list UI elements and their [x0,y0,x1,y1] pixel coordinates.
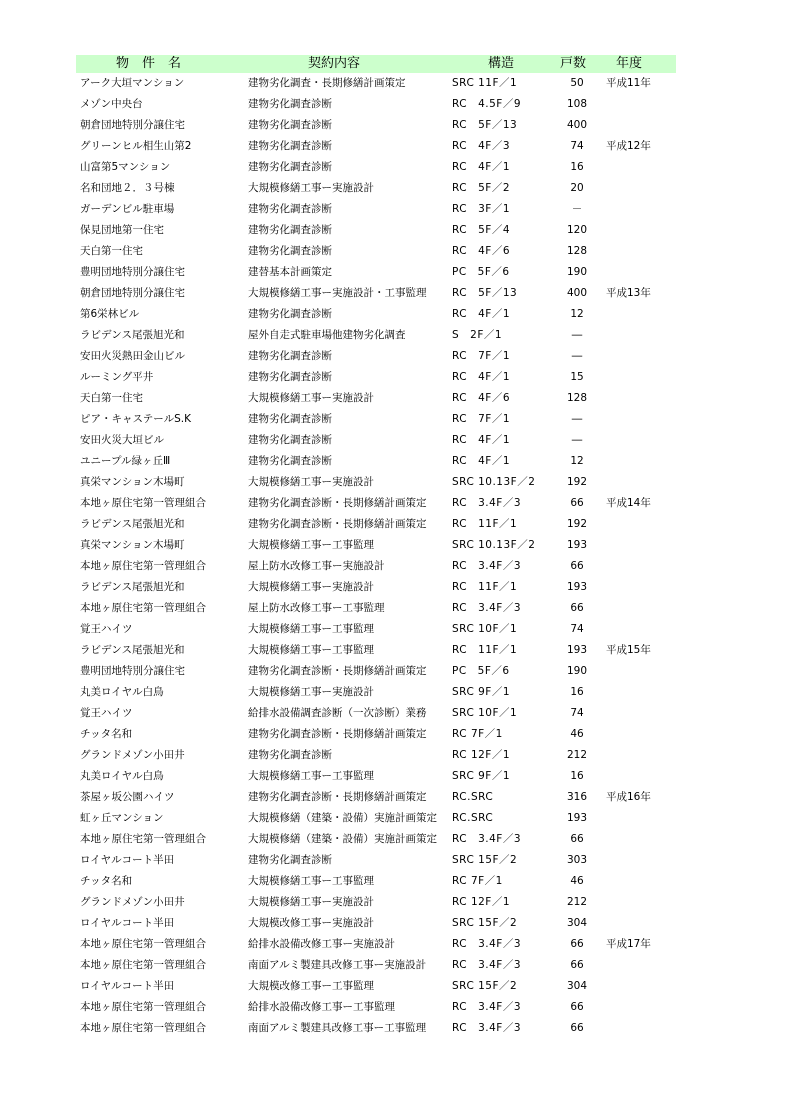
cell-units: 316 [566,791,588,803]
table-row [76,556,676,577]
cell-year: 平成14年 [606,497,651,509]
cell-contract: 建物劣化調査診断 [248,854,332,866]
cell-name: 山富第5マンション [80,161,171,173]
cell-structure: RC 3.4F／3 [452,1022,522,1034]
cell-contract: 大規模修繕工事ー実施設計 [248,182,374,194]
cell-structure: SRC 10F／1 [452,623,518,635]
cell-name: ルーミング平井 [80,371,154,383]
cell-contract: 大規模修繕（建築・設備）実施計画策定 [248,833,437,845]
cell-year: 平成16年 [606,791,651,803]
cell-name: 本地ヶ原住宅第一管理組合 [80,560,206,572]
cell-year: 平成13年 [606,287,651,299]
cell-units: ― [571,350,583,362]
cell-structure: PC 5F／6 [452,665,510,677]
cell-contract: 建物劣化調査診断 [248,140,332,152]
cell-structure: RC 5F／2 [452,182,511,194]
table-row [76,787,676,808]
cell-structure: RC.SRC [452,791,494,803]
cell-units: 193 [566,812,588,824]
cell-units: 66 [570,497,584,509]
cell-units: 193 [566,581,588,593]
cell-name: チッタ名和 [80,728,133,740]
cell-contract: 南面アルミ製建具改修工事ー実施設計 [248,959,427,971]
table-row [76,136,676,157]
cell-units: 303 [566,854,588,866]
cell-name: グリーンヒル相生山第2 [80,140,192,152]
cell-contract: 建物劣化調査診断 [248,749,332,761]
cell-contract: 建物劣化調査診断・長期修繕計画策定 [248,728,427,740]
table-row [76,724,676,745]
table-row [76,283,676,304]
cell-units: 128 [566,392,588,404]
cell-contract: 給排水設備改修工事ー工事監理 [248,1001,395,1013]
cell-name: 名和団地２．３号棟 [80,182,175,194]
cell-units: 66 [570,938,584,950]
cell-name: ロイヤルコート半田 [80,980,175,992]
cell-name: ラビデンス尾張旭光和 [80,581,185,593]
cell-units: 15 [570,371,584,383]
header-units: 戸数 [560,56,587,71]
table-row [76,304,676,325]
cell-structure: RC 3.4F／3 [452,959,522,971]
table-row [76,514,676,535]
cell-name: 第6栄林ビル [80,308,140,320]
table-row [76,367,676,388]
cell-units: 190 [566,266,588,278]
cell-contract: 大規模修繕工事ー工事監理 [248,770,374,782]
cell-name: 虹ヶ丘マンション [80,812,164,824]
cell-contract: 大規模修繕工事ー実施設計 [248,392,374,404]
cell-year: 平成17年 [606,938,651,950]
cell-structure: SRC 10.13F／2 [452,539,536,551]
table-row [76,913,676,934]
cell-units: 16 [570,770,584,782]
cell-contract: 建物劣化調査診断 [248,161,332,173]
cell-name: ロイヤルコート半田 [80,854,175,866]
cell-name: グランドメゾン小田井 [80,749,185,761]
cell-structure: RC 5F／13 [452,119,518,131]
cell-contract: 大規模修繕工事ー実施設計 [248,581,374,593]
table-row [76,409,676,430]
cell-structure: RC 3.4F／3 [452,938,522,950]
cell-contract: 建物劣化調査診断 [248,434,332,446]
table-row [76,115,676,136]
table-row [76,451,676,472]
cell-units: 193 [566,644,588,656]
cell-name: 真栄マンション木場町 [80,476,185,488]
cell-contract: 建物劣化調査診断・長期修繕計画策定 [248,497,427,509]
cell-structure: S 2F／1 [452,329,503,341]
cell-structure: RC 3.4F／3 [452,497,522,509]
cell-units: 108 [566,98,588,110]
cell-contract: 建物劣化調査診断・長期修繕計画策定 [248,791,427,803]
cell-name: 本地ヶ原住宅第一管理組合 [80,1022,206,1034]
cell-structure: SRC 10F／1 [452,707,518,719]
table-row [76,745,676,766]
cell-name: ラビデンス尾張旭光和 [80,329,185,341]
cell-contract: 屋上防水改修工事ー実施設計 [248,560,385,572]
cell-units: 400 [566,287,588,299]
cell-contract: 大規模改修工事ー工事監理 [248,980,374,992]
cell-structure: SRC 15F／2 [452,917,518,929]
table-row [76,850,676,871]
cell-structure: RC 11F／1 [452,518,518,530]
cell-units: 74 [570,623,584,635]
cell-contract: 大規模改修工事ー実施設計 [248,917,374,929]
cell-year: 平成11年 [606,77,651,89]
cell-structure: RC 4F／1 [452,455,511,467]
cell-units: 193 [566,539,588,551]
header-year: 年度 [616,56,643,71]
cell-structure: RC 7F／1 [452,350,511,362]
header-structure: 構造 [488,56,515,71]
cell-structure: RC 4F／1 [452,434,511,446]
cell-units: ― [571,329,583,341]
table-row [76,535,676,556]
cell-units: 212 [566,896,588,908]
cell-name: ラビデンス尾張旭光和 [80,518,185,530]
cell-structure: RC 3.4F／3 [452,560,522,572]
cell-units: 12 [570,455,584,467]
table-row [76,157,676,178]
cell-units: 66 [570,560,584,572]
cell-structure: RC 3F／1 [452,203,511,215]
cell-contract: 大規模修繕工事ー実施設計 [248,686,374,698]
cell-structure: RC 4F／1 [452,161,511,173]
cell-structure: SRC 9F／1 [452,686,511,698]
table-row [76,94,676,115]
cell-name: 天白第一住宅 [80,392,143,404]
cell-structure: RC 11F／1 [452,581,518,593]
cell-name: 本地ヶ原住宅第一管理組合 [80,959,206,971]
cell-units: 192 [566,518,588,530]
cell-name: 覚王ハイツ [80,623,133,635]
cell-structure: SRC 15F／2 [452,854,518,866]
cell-name: 本地ヶ原住宅第一管理組合 [80,602,206,614]
table-row [76,997,676,1018]
cell-structure: RC 5F／4 [452,224,511,236]
cell-structure: RC 12F／1 [452,749,511,761]
cell-structure: RC 4F／1 [452,371,511,383]
cell-units: 66 [570,1022,584,1034]
cell-units: 50 [570,77,584,89]
cell-units: ― [571,413,583,425]
table-row [76,199,676,220]
cell-contract: 建替基本計画策定 [248,266,332,278]
table-row [76,661,676,682]
cell-units: 16 [570,686,584,698]
cell-contract: 大規模修繕工事ー工事監理 [248,644,374,656]
cell-contract: 建物劣化調査診断 [248,203,332,215]
cell-units: 66 [570,959,584,971]
table-row [76,955,676,976]
cell-name: ピア・キャステールS.K [80,413,191,425]
cell-structure: RC 11F／1 [452,644,518,656]
cell-structure: RC 5F／13 [452,287,518,299]
cell-structure: RC 4F／6 [452,392,511,404]
table-row [76,598,676,619]
cell-units: 66 [570,602,584,614]
cell-name: グランドメゾン小田井 [80,896,185,908]
table-row [76,262,676,283]
cell-name: 朝倉団地特別分譲住宅 [80,119,185,131]
cell-structure: RC 7F／1 [452,728,503,740]
cell-units: 192 [566,476,588,488]
table-row [76,577,676,598]
table-row [76,388,676,409]
cell-units: 120 [566,224,588,236]
table-row [76,619,676,640]
cell-units: 400 [566,119,588,131]
cell-structure: RC 4F／3 [452,140,511,152]
cell-structure: RC 4.5F／9 [452,98,522,110]
cell-units: 66 [570,1001,584,1013]
cell-units: 74 [570,140,584,152]
table-row [76,703,676,724]
project-table [76,55,676,1039]
table-row [76,640,676,661]
table-row [76,871,676,892]
cell-contract: 建物劣化調査診断 [248,350,332,362]
cell-contract: 建物劣化調査診断 [248,98,332,110]
cell-units: 304 [566,917,588,929]
table-row [76,241,676,262]
cell-name: チッタ名和 [80,875,133,887]
cell-contract: 南面アルミ製建具改修工事ー工事監理 [248,1022,427,1034]
cell-name: 安田火災熱田金山ビル [80,350,185,362]
cell-contract: 建物劣化調査診断 [248,308,332,320]
cell-name: 豊明団地特別分譲住宅 [80,665,185,677]
cell-units: 74 [570,707,584,719]
cell-name: 本地ヶ原住宅第一管理組合 [80,1001,206,1013]
cell-structure: SRC 9F／1 [452,770,511,782]
cell-structure: RC.SRC [452,812,494,824]
cell-contract: 大規模修繕工事ー工事監理 [248,875,374,887]
cell-units: 46 [570,875,584,887]
cell-contract: 建物劣化調査診断 [248,413,332,425]
table-row [76,220,676,241]
cell-contract: 建物劣化調査診断 [248,224,332,236]
cell-name: 覚王ハイツ [80,707,133,719]
cell-contract: 大規模修繕（建築・設備）実施計画策定 [248,812,437,824]
cell-structure: RC 4F／1 [452,308,511,320]
cell-units: 12 [570,308,584,320]
table-header [76,55,676,73]
cell-structure: PC 5F／6 [452,266,510,278]
cell-contract: 建物劣化調査診断 [248,455,332,467]
cell-structure: RC 12F／1 [452,896,511,908]
table-row [76,1018,676,1039]
table-row [76,682,676,703]
cell-structure: RC 4F／6 [452,245,511,257]
cell-name: 保見団地第一住宅 [80,224,164,236]
table-row [76,976,676,997]
cell-contract: 大規模修繕工事ー工事監理 [248,623,374,635]
cell-units: 66 [570,833,584,845]
cell-units: 16 [570,161,584,173]
cell-contract: 給排水設備調査診断（一次診断）業務 [248,707,427,719]
cell-name: 丸美ロイヤル白鳥 [80,770,164,782]
cell-name: ラビデンス尾張旭光和 [80,644,185,656]
cell-units: 46 [570,728,584,740]
table-row [76,892,676,913]
cell-contract: 建物劣化調査診断・長期修繕計画策定 [248,518,427,530]
table-row [76,493,676,514]
cell-contract: 給排水設備改修工事ー実施設計 [248,938,395,950]
cell-name: 朝倉団地特別分譲住宅 [80,287,185,299]
cell-contract: 大規模修繕工事ー工事監理 [248,539,374,551]
cell-name: 茶屋ヶ坂公園ハイツ [80,791,175,803]
table-row [76,73,676,94]
table-row [76,808,676,829]
cell-name: 安田火災大垣ビル [80,434,164,446]
cell-units: 304 [566,980,588,992]
cell-contract: 大規模修繕工事ー実施設計 [248,896,374,908]
cell-name: ユニープル緑ヶ丘Ⅲ [80,455,171,467]
cell-units: ― [571,434,583,446]
cell-name: 丸美ロイヤル白鳥 [80,686,164,698]
cell-name: 真栄マンション木場町 [80,539,185,551]
cell-name: メゾン中央台 [80,98,143,110]
cell-name: 本地ヶ原住宅第一管理組合 [80,938,206,950]
table-row [76,325,676,346]
cell-contract: 大規模修繕工事ー実施設計 [248,476,374,488]
cell-units: － [571,203,583,215]
cell-name: 天白第一住宅 [80,245,143,257]
cell-year: 平成15年 [606,644,651,656]
cell-contract: 建物劣化調査診断・長期修繕計画策定 [248,665,427,677]
table-body [76,73,676,1039]
cell-name: ガーデンビル駐車場 [80,203,175,215]
header-contract: 契約内容 [308,56,361,71]
cell-contract: 建物劣化調査診断 [248,371,332,383]
cell-contract: 建物劣化調査診断 [248,245,332,257]
cell-contract: 建物劣化調査診断 [248,119,332,131]
cell-name: 豊明団地特別分譲住宅 [80,266,185,278]
table-row [76,346,676,367]
cell-structure: RC 3.4F／3 [452,833,522,845]
cell-units: 190 [566,665,588,677]
cell-structure: RC 3.4F／3 [452,602,522,614]
cell-units: 20 [570,182,584,194]
table-row [76,472,676,493]
cell-contract: 屋上防水改修工事ー工事監理 [248,602,385,614]
table-row [76,178,676,199]
cell-contract: 建物劣化調査・長期修繕計画策定 [248,77,406,89]
cell-contract: 大規模修繕工事ー実施設計・工事監理 [248,287,427,299]
cell-structure: SRC 10.13F／2 [452,476,536,488]
cell-units: 212 [566,749,588,761]
cell-year: 平成12年 [606,140,651,152]
cell-name: 本地ヶ原住宅第一管理組合 [80,497,206,509]
cell-name: アーク大垣マンション [80,77,185,89]
table-row [76,766,676,787]
cell-name: 本地ヶ原住宅第一管理組合 [80,833,206,845]
cell-name: ロイヤルコート半田 [80,917,175,929]
cell-contract: 屋外自走式駐車場他建物劣化調査 [248,329,406,341]
cell-units: 128 [566,245,588,257]
table-row [76,829,676,850]
header-name: 物 件 名 [116,56,182,71]
cell-structure: RC 3.4F／3 [452,1001,522,1013]
cell-structure: RC 7F／1 [452,875,503,887]
cell-structure: RC 7F／1 [452,413,511,425]
cell-structure: SRC 15F／2 [452,980,518,992]
table-row [76,934,676,955]
table-row [76,430,676,451]
cell-structure: SRC 11F／1 [452,77,518,89]
